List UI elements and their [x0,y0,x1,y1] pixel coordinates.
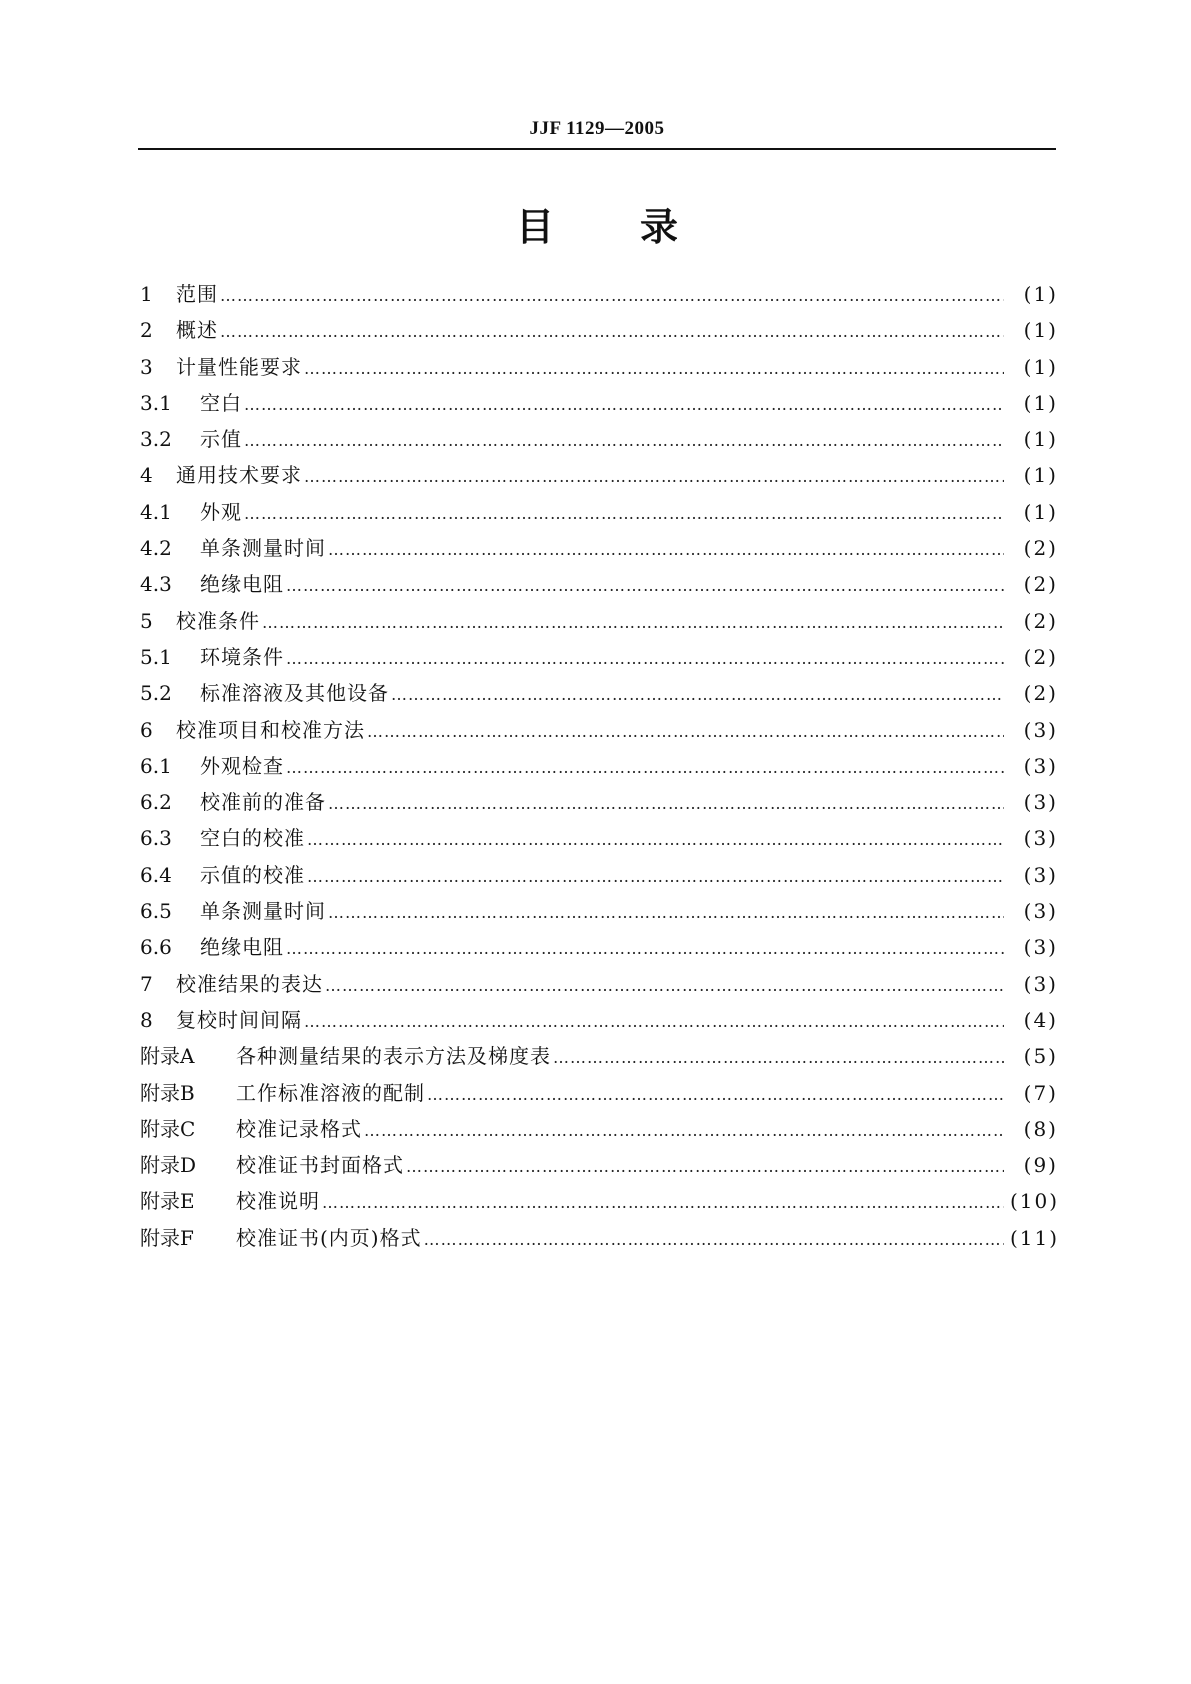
toc-entry-title: 校准证书封面格式 [236,1153,404,1178]
toc-entry-number: 3.1 [140,390,172,415]
toc-entry[interactable] [140,748,1058,784]
toc-leader-dots [328,532,1004,568]
toc-entry-page: (3) [1023,717,1058,742]
toc-entry-page: (3) [1023,790,1058,815]
toc-entry-title: 校准记录格式 [236,1116,362,1141]
toc-entry-page: (2) [1023,572,1058,597]
toc-entry-page: (1) [1023,427,1058,452]
toc-entry[interactable] [140,639,1058,675]
toc-entry[interactable] [140,1002,1058,1038]
document-code: JJF 1129—2005 [529,118,665,139]
toc-entry-page: (2) [1023,681,1058,706]
toc-entry-number: 6.3 [140,826,172,851]
toc-entry-page: (11) [1010,1225,1060,1250]
toc-entry-page: (1) [1023,499,1058,524]
toc-entry[interactable] [140,457,1058,493]
toc-entry-number: 5.2 [140,681,172,706]
toc-entry-page: (9) [1023,1153,1058,1178]
toc-entry[interactable] [140,1075,1058,1111]
toc-entry-page: (1) [1023,390,1058,415]
toc-leader-dots [367,714,1004,750]
toc-entry[interactable] [140,712,1058,748]
toc-entry-page: (2) [1023,536,1058,561]
toc-leader-dots [424,1222,1004,1258]
toc-entry-page: (3) [1023,862,1058,887]
toc-entry-title: 概述 [176,318,218,343]
toc-entry-number: 1 [140,282,153,306]
toc-leader-dots [307,859,1004,895]
toc-leader-dots [325,968,1004,1004]
toc-leader-dots [304,1004,1004,1040]
toc-entry[interactable] [140,530,1058,566]
toc-entry-page: (4) [1023,1007,1058,1032]
toc-entry[interactable] [140,385,1058,421]
toc-entry-number: 3 [140,354,153,379]
toc-leader-dots [553,1040,1004,1076]
toc-entry-number: 6.4 [140,862,172,887]
toc-entry-title: 外观 [200,499,242,524]
toc-entry-number: 6.6 [140,935,172,960]
toc-leader-dots [304,351,1004,387]
toc-entry[interactable] [140,675,1058,711]
toc-entry-page: (3) [1023,971,1058,996]
toc-leader-dots [220,314,1004,350]
toc-leader-dots [307,822,1004,858]
toc-entry[interactable] [140,312,1058,348]
toc-entry-number: 6.1 [140,753,172,778]
toc-entry-title: 绝缘电阻 [200,572,284,597]
toc-entry-title: 环境条件 [200,644,284,669]
toc-entry-title: 复校时间间隔 [176,1007,302,1032]
toc-entry-number: 2 [140,318,153,343]
toc-entry-title: 单条测量时间 [200,536,326,561]
toc-entry-number: 附录E [140,1189,195,1214]
toc-leader-dots [220,278,1004,314]
header-rule [138,148,1056,150]
toc-entry[interactable] [140,820,1058,856]
toc-entry-number: 附录D [140,1153,197,1178]
toc-entry[interactable] [140,966,1058,1002]
toc-leader-dots [286,750,1004,786]
title-char-1: 目 [515,205,554,249]
toc-entry-page: (1) [1023,282,1058,306]
toc-entry-number: 附录B [140,1080,195,1105]
toc-entry-page: (1) [1023,354,1058,379]
toc-entry[interactable] [140,893,1058,929]
toc-entry-number: 6 [140,717,153,742]
toc-entry-title: 各种测量结果的表示方法及梯度表 [236,1044,551,1069]
toc-entry-title: 校准前的准备 [200,790,326,815]
toc-entry-page: (5) [1023,1044,1058,1069]
toc-entry-title: 外观检查 [200,753,284,778]
toc-entry-title: 校准条件 [176,608,260,633]
toc-entry[interactable] [140,1220,1058,1256]
toc-entry-title: 校准结果的表达 [176,971,323,996]
table-of-contents [140,276,1058,1256]
toc-entry-page: (3) [1023,899,1058,924]
toc-entry[interactable] [140,1183,1058,1219]
toc-entry-number: 8 [140,1007,153,1032]
toc-entry[interactable] [140,857,1058,893]
toc-entry-page: (1) [1023,463,1058,488]
toc-entry-title: 空白的校准 [200,826,305,851]
toc-leader-dots [328,786,1004,822]
toc-entry[interactable] [140,276,1058,312]
toc-entry-number: 附录C [140,1116,196,1141]
toc-leader-dots [322,1185,1004,1221]
toc-entry-number: 6.5 [140,899,172,924]
toc-entry-number: 3.2 [140,427,172,452]
toc-entry[interactable] [140,1111,1058,1147]
toc-leader-dots [286,568,1004,604]
toc-entry-title: 单条测量时间 [200,899,326,924]
toc-entry-number: 6.2 [140,790,172,815]
toc-leader-dots [427,1077,1004,1113]
toc-entry-number: 4.2 [140,536,172,561]
toc-entry[interactable] [140,421,1058,457]
toc-entry[interactable] [140,603,1058,639]
toc-entry-number: 7 [140,971,153,996]
toc-entry-number: 5 [140,608,153,633]
toc-leader-dots [244,496,1004,532]
toc-entry[interactable] [140,1147,1058,1183]
toc-entry-title: 校准项目和校准方法 [176,717,365,742]
toc-entry-title: 计量性能要求 [176,354,302,379]
toc-entry-title: 空白 [200,390,242,415]
toc-leader-dots [328,895,1004,931]
toc-leader-dots [364,1113,1004,1149]
toc-entry[interactable] [140,1038,1058,1074]
toc-leader-dots [286,931,1004,967]
toc-entry-number: 4 [140,463,153,488]
toc-leader-dots [244,423,1004,459]
toc-leader-dots [406,1149,1004,1185]
toc-entry-page: (2) [1023,644,1058,669]
toc-entry-page: (10) [1010,1189,1060,1214]
toc-entry-title: 范围 [176,282,218,306]
toc-entry-title: 示值的校准 [200,862,305,887]
toc-entry[interactable] [140,784,1058,820]
toc-entry-title: 绝缘电阻 [200,935,284,960]
toc-entry-number: 附录F [140,1225,194,1250]
title-char-2: 录 [640,205,679,249]
toc-entry-page: (1) [1023,318,1058,343]
page-title [138,196,1056,251]
toc-entry-title: 工作标准溶液的配制 [236,1080,425,1105]
toc-entry-title: 标准溶液及其他设备 [200,681,389,706]
toc-leader-dots [391,677,1004,713]
toc-leader-dots [244,387,1004,423]
toc-entry-number: 4.1 [140,499,172,524]
toc-leader-dots [304,459,1004,495]
toc-entry-page: (7) [1023,1080,1058,1105]
toc-entry-page: (3) [1023,935,1058,960]
toc-entry[interactable] [140,566,1058,602]
toc-entry-page: (8) [1023,1116,1058,1141]
toc-entry[interactable] [140,494,1058,530]
toc-leader-dots [262,605,1004,641]
toc-entry-page: (2) [1023,608,1058,633]
toc-entry-number: 5.1 [140,644,172,669]
toc-entry[interactable] [140,929,1058,965]
toc-entry-page: (3) [1023,826,1058,851]
toc-entry-title: 校准说明 [236,1189,320,1214]
toc-entry-title: 通用技术要求 [176,463,302,488]
toc-entry-page: (3) [1023,753,1058,778]
toc-entry-title: 示值 [200,427,242,452]
toc-entry[interactable] [140,349,1058,385]
toc-entry-number: 4.3 [140,572,172,597]
toc-entry-title: 校准证书(内页)格式 [236,1225,422,1250]
toc-entry-number: 附录A [140,1044,195,1069]
toc-leader-dots [286,641,1004,677]
